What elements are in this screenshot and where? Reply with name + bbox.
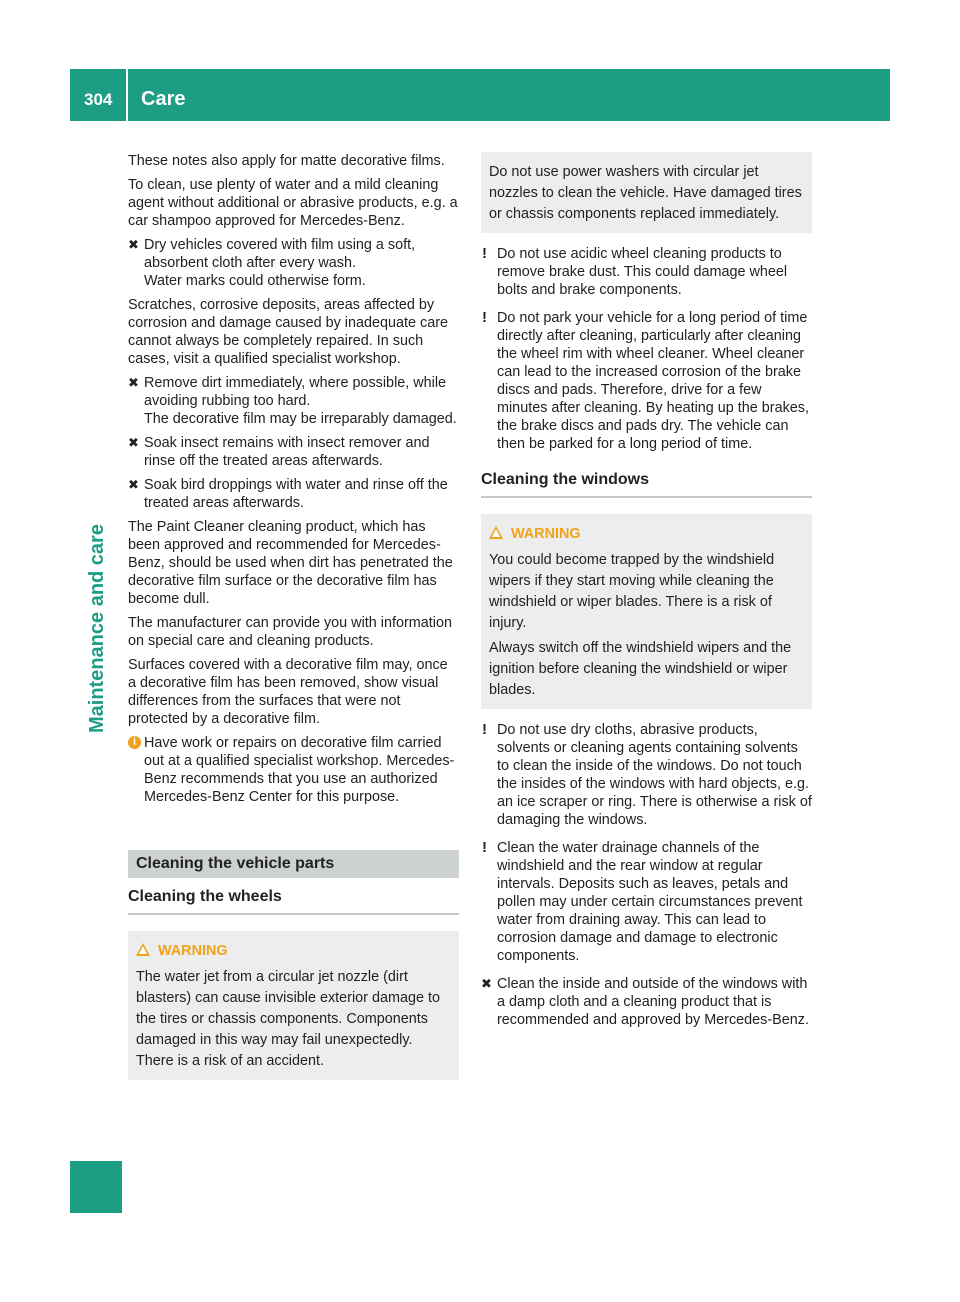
paragraph: Surfaces covered with a decorative film may, once a decorative film has been removed, show visual differences from the surfaces that were not protected by a decorative film.	[128, 657, 448, 727]
paragraph: To clean, use plenty of water and a mild cleaning agent without additional or abrasive products, e.g. a car shampoo approved for Mercedes-Benz.	[128, 177, 458, 229]
warning-box	[128, 931, 459, 1080]
warning-triangle-icon	[489, 526, 503, 539]
warning-triangle-icon	[136, 943, 150, 956]
warning-text: You could become trapped by the windshield wipers if they start moving while cleaning the windshield or wiper blades. There is a risk of injury.	[489, 552, 775, 631]
warning-box-continued	[481, 152, 812, 233]
section-title: Care	[141, 88, 186, 110]
exclamation-icon: !	[482, 309, 487, 326]
list-item: ✖ Clean the inside and outside of the windows with a damp cloth and a cleaning product that is recommended and approved by Mercedes-Benz.	[481, 976, 809, 1028]
paragraph: The Paint Cleaner cleaning product, which has been approved and recommended for Mercedes-Benz, should be used when dirt has penetrated the decorative film surface or the decorative film has become dull.	[128, 519, 453, 607]
warning-header: WARNING	[136, 941, 451, 962]
left-column	[128, 152, 459, 1080]
exclamation-icon: !	[482, 839, 487, 856]
info-note: i Have work or repairs on decorative film carried out at a qualified specialist workshop. Mercedes-Benz recommends that you use an authorized Mercedes-Benz Center for this purpose.	[128, 734, 459, 806]
caution-note: ! Do not park your vehicle for a long period of time directly after cleaning, particularly after cleaning the wheel rim with wheel cleaner. Wheel cleaner can lead to the increased corrosion of the brake discs and pads. Therefore, drive for a few minutes after cleaning. By heating up the brakes, the brake discs and pads dry. The vehicle can then be parked for a long period of time.	[482, 309, 809, 452]
warning-text: The water jet from a circular jet nozzle (dirt blasters) can cause invisible exterior damage to the tires or chassis components. Components damaged in this way may fail unexpectedly. There is a risk of an accident.	[136, 969, 440, 1069]
right-column	[481, 152, 812, 1035]
caution-note: ! Clean the water drainage channels of the windshield and the rear window at regular intervals. Deposits such as leaves, petals and pollen may under certain circumstances prevent water from draining away. This can lead to corrosion damage and damage to electronic components.	[482, 839, 803, 964]
heading-wheels: Cleaning the wheels	[128, 888, 459, 915]
arrow-bullet-icon: ✖	[481, 976, 492, 991]
warning-box	[481, 514, 812, 709]
caution-note: ! Do not use acidic wheel cleaning products to remove brake dust. This could damage wheel bolts and brake components.	[482, 245, 788, 298]
exclamation-icon: !	[482, 245, 487, 262]
list-item: ✖ Soak bird droppings with water and rinse off the treated areas afterwards.	[128, 477, 448, 511]
header-divider	[126, 69, 128, 121]
arrow-bullet-icon: ✖	[128, 435, 139, 450]
arrow-bullet-icon: ✖	[128, 477, 139, 492]
exclamation-icon: !	[482, 721, 487, 738]
warning-header: WARNING	[489, 524, 804, 545]
paragraph: Scratches, corrosive deposits, areas affected by corrosion and damage caused by inadequate care cannot always be completely repaired. In such cases, visit a qualified specialist workshop.	[128, 297, 449, 367]
paragraph: These notes also apply for matte decorative films.	[128, 153, 445, 169]
arrow-bullet-icon: ✖	[128, 237, 139, 252]
paragraph: The manufacturer can provide you with information on special care and cleaning products.	[128, 615, 452, 649]
caution-note: ! Do not use dry cloths, abrasive products, solvents or cleaning agents containing solvents to clean the inside of the windows. Do not touch the insides of the windows with hard objects, e.g. an ice scraper or ring. There is otherwise a risk of damaging the windows.	[482, 721, 812, 828]
warning-text: Always switch off the windshield wipers and the ignition before cleaning the windshield or wiper blades.	[489, 640, 792, 698]
arrow-bullet-icon: ✖	[128, 375, 139, 390]
heading-windows: Cleaning the windows	[481, 471, 812, 498]
list-item: ✖ Dry vehicles covered with film using a soft, absorbent cloth after every wash. Water marks could otherwise form.	[128, 237, 416, 289]
list-item: ✖ Soak insect remains with insect remover and rinse off the treated areas afterwards.	[128, 435, 430, 469]
warning-text: Do not use power washers with circular jet nozzles to clean the vehicle. Have damaged tires or chassis components replaced immediately.	[489, 164, 802, 222]
list-item: ✖ Remove dirt immediately, where possible, while avoiding rubbing too hard. The decorative film may be irreparably damaged.	[128, 375, 457, 427]
side-tab-block	[70, 1161, 122, 1213]
info-icon: i	[128, 736, 141, 749]
header-bar	[70, 69, 890, 121]
heading-vehicle-parts: Cleaning the vehicle parts	[128, 850, 459, 878]
page-number: 304	[84, 90, 113, 109]
side-chapter-label: Maintenance and care	[86, 524, 108, 733]
